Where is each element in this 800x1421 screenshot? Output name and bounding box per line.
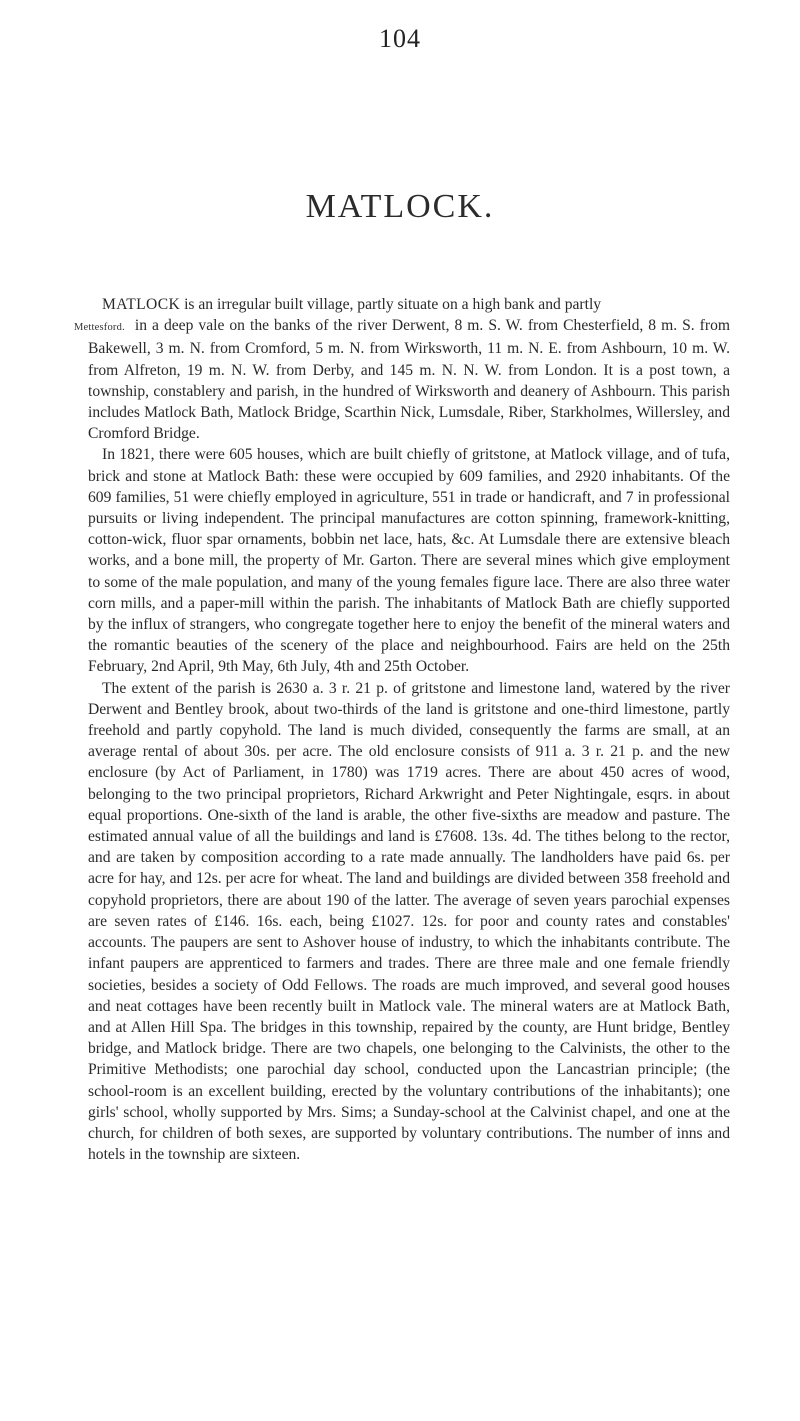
entry-title: MATLOCK. [305, 188, 495, 225]
intro-line-2: in a deep vale on the banks of the river Derwent, 8 m. S. W. from [134, 317, 559, 335]
page-number: 104 [379, 24, 421, 53]
intro-line-1: is an irregular built village, partly situate on a high bank and partly [180, 296, 602, 313]
paragraph-extent: The extent of the parish is 2630 a. 3 r. 21 p. of gritstone and limestone land, watered by the river Derwent and Bentley brook, about two-thirds of the land is gritstone and one-third limestone, partly freehold and partly copyhold. The land is much divided, consequently the farms are small, at an average rental of about 30s. per acre. The old enclosure consists of 911 a. 3 r. 21 p. and the new enclosure (by Act of Parliament, in 1780) was 1719 acres. There are about 450 acres of wood, belonging to the two principal proprietors, Richard Arkwright and Peter Nightingale, esqrs. in about equal proportions. One-sixth of the land is arable, the other five-sixths are meadow and pasture. The estimated annual value of all the buildings and land is £7608. 13s. 4d. The tithes belong to the rector, and are taken by composition according to a rate made annually. The landholders have paid 6s. per acre for hay, and 12s. per acre for wheat. The land and buildings are divided between 358 freehold and copyhold proprietors, there are about 190 of the latter. The average of seven years parochial expenses are seven rates of £146. 16s. each, being £1027. 12s. for poor and county rates and constables' accounts. The paupers are sent to Ashover house of industry, to which the inhabitants contribute. The infant paupers are apprenticed to farmers and trades. There are three male and one female friendly societies, besides a society of Odd Fellows. The roads are much improved, and several good houses and neat cottages have been recently built in Matlock vale. The mineral waters are at Matlock Bath, and at Allen Hill Spa. The bridges in this township, repaired by the county, are Hunt bridge, Bentley bridge, and Matlock bridge. There are two chapels, one belonging to the Calvinists, the other to the Primitive Methodists; one parochial day school, conducted upon the Lancastrian principle; (the school-room is an excellent building, erected by the voluntary contributions of the inhabitants); one girls' school, wholly supported by Mrs. Sims; a Sunday-school at the Calvinist chapel, and one at the church, for children of both sexes, are supported by voluntary contributions. The number of inns and hotels in the township are sixteen. [88, 679, 730, 1164]
paragraph-population: In 1821, there were 605 houses, which are built chiefly of gritstone, at Matlock village, and of tufa, brick and stone at Matlock Bath: these were occupied by 609 families, and 2920 inhabitants. Of the 609 families, 51 were chiefly employed in agriculture, 551 in trade or handicraft, and 7 in professional pursuits or living independent. The principal manufactures are cotton spinning, framework-knitting, cotton-wick, fluor spar ornaments, bobbin net lace, hats, &c. At Lumsdale there are extensive bleach works, and a bone mill, the property of Mr. Garton. There are several mines which give employment to some of the male population, and many of the young females figure lace. There are also three water corn mills, and a paper-mill within the parish. The inhabitants of Matlock Bath are chiefly supported by the influx of strangers, who congregate together here to enjoy the benefit of the mineral waters and the romantic beauties of the scenery of the place and neighbourhood. Fairs are held on the 25th February, 2nd April, 9th May, 6th July, 4th and 25th October. [88, 446, 730, 676]
paragraph-intro [74, 294, 730, 444]
margin-note: Mettesford. [74, 322, 125, 334]
entry-lead-word: MATLOCK [102, 296, 181, 313]
intro-rest: Chesterfield, 8 m. S. from Bakewell, 3 m. N. from Cromford, 5 m. N. from Wirksworth, 11 m. N. E. from Ashbourn, 10 m. W. from Alfreton, 19 m. N. W. from Derby, and 145 m. N. N. W. from London. It is a post town, a township, constablery and parish, in the hundred of Wirksworth and deanery of Ashbourn. This parish includes Matlock Bath, Matlock Bridge, Scarthin Nick, Lumsdale, Riber, Starkholmes, Willersley, and Cromford Bridge. [88, 317, 730, 443]
entry-body [74, 294, 730, 1165]
